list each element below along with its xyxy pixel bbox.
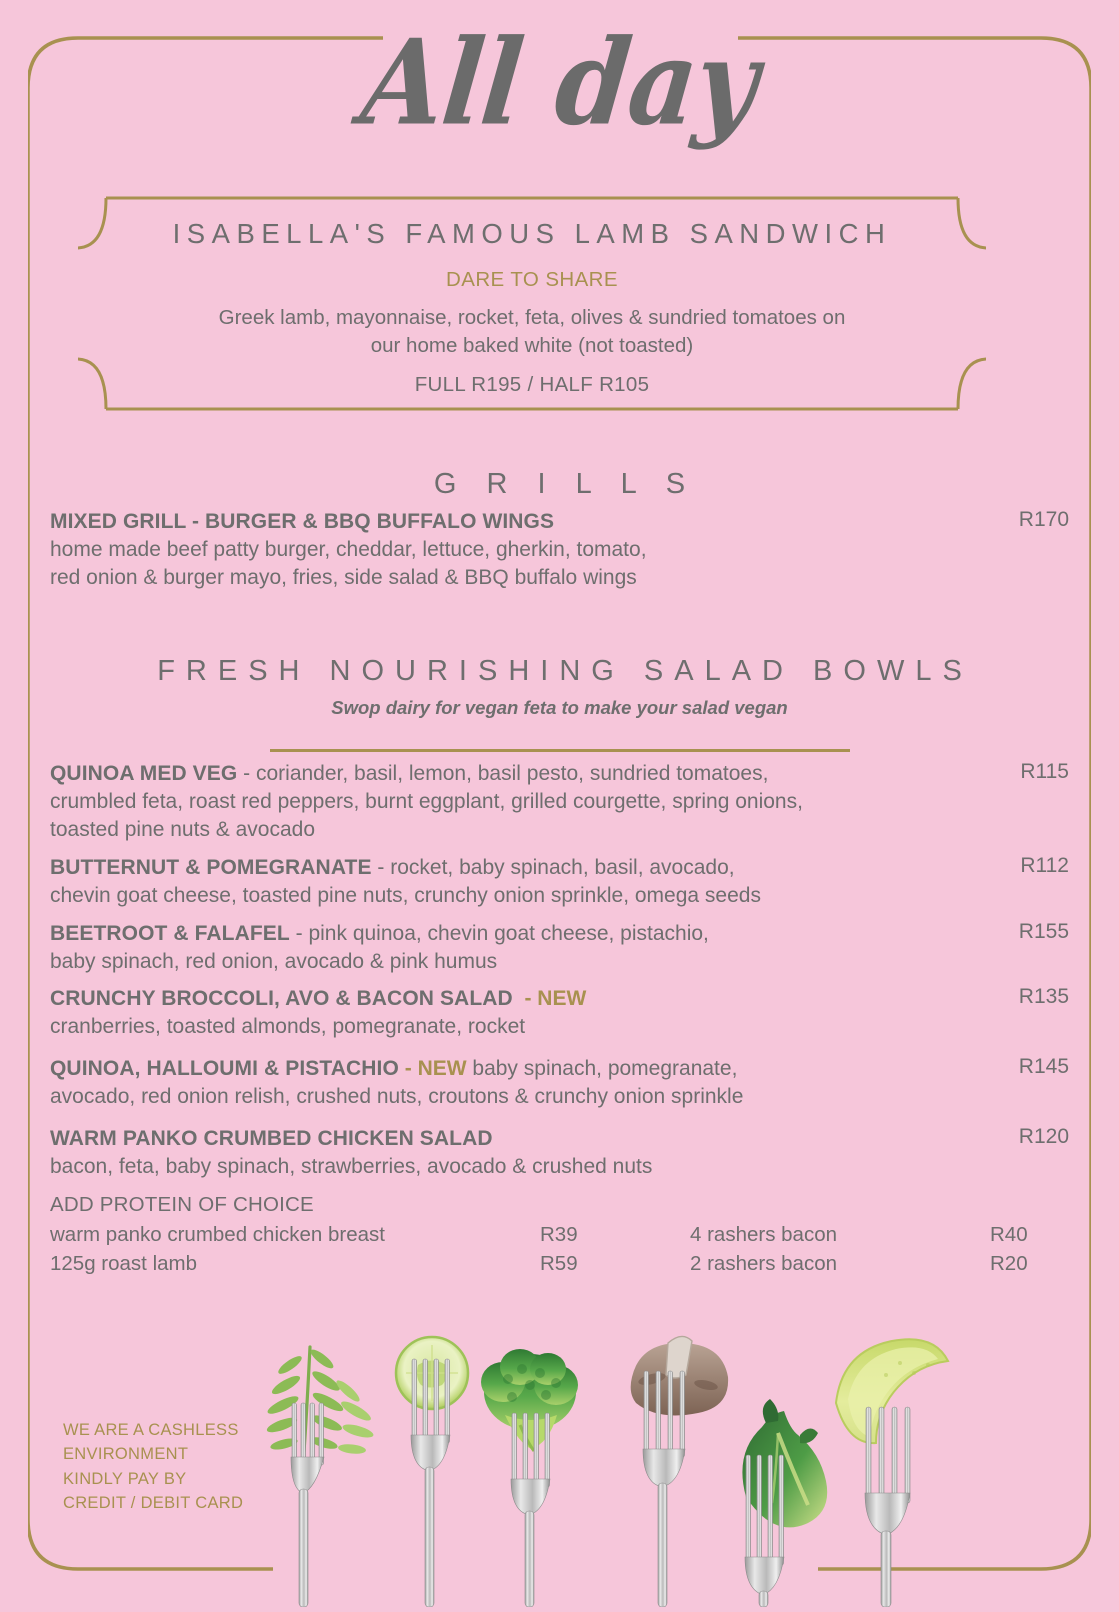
rosemary-sprig-on-fork — [265, 1347, 375, 1607]
menu-item-price: R155 — [1018, 919, 1069, 943]
menu-item — [50, 1055, 1069, 1111]
menu-item-description-line-1: bacon, feta, baby spinach, strawberries, avocado & crushed nuts — [50, 1155, 653, 1179]
menu-item-inline-description: baby spinach, pomegranate, — [466, 1057, 738, 1081]
menu-item — [50, 854, 1069, 910]
menu-item-name: BUTTERNUT & POMEGRANATE — [50, 855, 372, 879]
menu-item-inline-description: - rocket, baby spinach, basil, avocado, — [371, 855, 735, 879]
add-protein-title: ADD PROTEIN OF CHOICE — [50, 1193, 314, 1216]
menu-item-name: QUINOA, HALLOUMI & PISTACHIO — [50, 1057, 399, 1081]
menu-item-description-line-1: crumbled feta, roast red peppers, burnt eggplant, grilled courgette, spring onions, — [50, 789, 803, 813]
menu-item-description-line-2: red onion & burger mayo, fries, side salad & BBQ buffalo wings — [50, 565, 637, 589]
menu-item — [50, 1125, 1069, 1181]
menu-item-price: R120 — [1018, 1125, 1069, 1149]
menu-item-description-line-1: baby spinach, red onion, avocado & pink humus — [50, 949, 498, 973]
lettuce-leaf-on-fork — [742, 1399, 827, 1607]
protein-option-price: R59 — [540, 1252, 578, 1276]
menu-item-price: R170 — [1018, 508, 1069, 531]
menu-item-heading — [50, 508, 1069, 536]
menu-item-name: QUINOA MED VEG — [50, 762, 238, 785]
menu-item-name: BEETROOT & FALAFEL — [50, 921, 290, 945]
menu-item — [50, 920, 1069, 976]
salad-bowls-subtitle: Swop dairy for vegan feta to make your salad vegan — [331, 697, 788, 718]
gold-divider — [270, 749, 850, 752]
protein-option-price: R20 — [990, 1252, 1028, 1276]
featured-item-title: ISABELLA'S FAMOUS LAMB SANDWICH — [172, 218, 892, 249]
avocado-slice-on-fork — [836, 1339, 948, 1607]
section-heading-salad-bowls: FRESH NOURISHING SALAD BOWLS — [157, 655, 973, 687]
cucumber-slice-on-fork — [396, 1337, 468, 1607]
cashless-line-1: WE ARE A CASHLESS — [63, 1421, 239, 1439]
menu-item-name: CRUNCHY BROCCOLI, AVO & BACON SALAD — [50, 987, 513, 1011]
menu-item-description-line-1: cranberries, toasted almonds, pomegranate, rocket — [50, 1015, 526, 1039]
menu-item-description-line-1: home made beef patty burger, cheddar, lettuce, gherkin, tomato, — [50, 537, 647, 561]
protein-option-label: 125g roast lamb — [50, 1252, 198, 1276]
featured-desc-line-2: our home baked white (not toasted) — [370, 334, 694, 358]
featured-item-description — [219, 304, 846, 361]
protein-option-label: 2 rashers bacon — [690, 1252, 838, 1276]
cashless-line-2: ENVIRONMENT — [63, 1445, 189, 1464]
menu-item-name: WARM PANKO CRUMBED CHICKEN SALAD — [50, 1127, 493, 1151]
menu-item-heading — [50, 920, 1069, 948]
menu-item-description-line-2: toasted pine nuts & avocado — [50, 817, 316, 841]
menu-item-new-badge: - NEW — [518, 987, 587, 1011]
cashless-notice — [63, 1418, 243, 1515]
menu-item-price: R135 — [1018, 985, 1069, 1009]
featured-desc-line-1: Greek lamb, mayonnaise, rocket, feta, olives & sundried tomatoes on — [218, 306, 846, 329]
cashless-line-4: CREDIT / DEBIT CARD — [63, 1493, 244, 1512]
menu-item-price: R112 — [1020, 853, 1069, 877]
protein-option-price: R40 — [990, 1223, 1028, 1246]
featured-item-price: FULL R195 / HALF R105 — [414, 372, 650, 396]
menu-item-inline-description: - coriander, basil, lemon, basil pesto, sundried tomatoes, — [237, 762, 769, 785]
menu-title-wrap — [0, 12, 1119, 154]
menu-item — [50, 508, 1069, 592]
featured-item-subtitle: DARE TO SHARE — [446, 268, 618, 291]
menu-item-price: R115 — [1020, 760, 1069, 783]
menu-item-inline-description: - pink quinoa, chevin goat cheese, pistachio, — [289, 921, 709, 945]
mushroom-on-fork — [631, 1336, 728, 1607]
menu-item-heading — [50, 1125, 1069, 1153]
featured-item-box — [78, 196, 986, 411]
menu-item-new-badge: - NEW — [398, 1057, 467, 1081]
salad-item-list — [50, 760, 1069, 1191]
cashless-line-3: KINDLY PAY BY — [63, 1469, 187, 1488]
add-protein-section — [50, 1193, 1069, 1277]
protein-option-label: warm panko crumbed chicken breast — [50, 1223, 385, 1246]
menu-item-description-line-1: avocado, red onion relish, crushed nuts, croutons & crunchy onion sprinkle — [50, 1085, 744, 1109]
menu-item — [50, 760, 1069, 844]
protein-option-label: 4 rashers bacon — [690, 1223, 838, 1246]
menu-item-name: MIXED GRILL - BURGER & BBQ BUFFALO WINGS — [50, 510, 555, 533]
protein-option-price: R39 — [540, 1223, 578, 1246]
menu-item-heading — [50, 1055, 1069, 1083]
menu-item-heading — [50, 854, 1069, 882]
menu-item-heading — [50, 760, 1069, 788]
page-title: All day — [355, 12, 764, 152]
menu-item-price: R145 — [1018, 1055, 1069, 1079]
section-heading-grills: G R I L L S — [433, 468, 697, 500]
grills-item-list — [50, 508, 1069, 592]
broccoli-on-fork — [481, 1349, 578, 1607]
add-protein-grid — [50, 1221, 1069, 1277]
menu-item — [50, 985, 1069, 1041]
menu-item-heading — [50, 985, 1069, 1013]
menu-item-description-line-1: chevin goat cheese, toasted pine nuts, crunchy onion sprinkle, omega seeds — [50, 883, 761, 907]
